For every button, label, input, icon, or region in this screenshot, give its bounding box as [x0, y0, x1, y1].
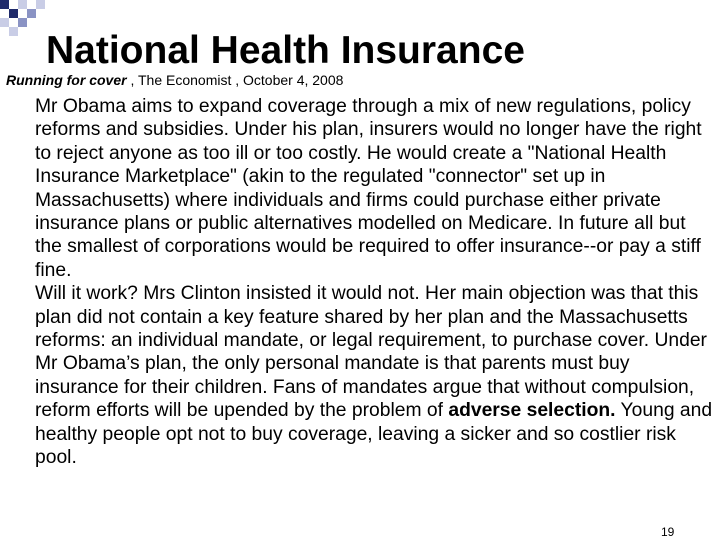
subtitle-article-title: Running for cover — [6, 72, 127, 88]
page-number: 19 — [661, 525, 675, 539]
paragraph-1: Mr Obama aims to expand coverage through a mix of new regulations, policy reforms and subsidies. Under his plan, insurers would no longer have the right to reject anyone as too ill or too costly. He would create a "National Health Insurance Marketplace" (akin to the regulated "connector" set up in Massachusetts) where individuals and firms could purchase either private insurance plans or public alternatives modelled on Medicare. In future all but the smallest of corporations would be required to offer insurance--or pay a stiff fine. — [35, 96, 702, 281]
paragraph-2-bold-term: adverse selection. — [448, 400, 616, 422]
paragraph-2 — [35, 282, 715, 469]
slide-title: National Health Insurance — [46, 29, 525, 72]
paragraph-2-text-after: Young and healthy people opt not to buy coverage, leaving a sicker and so costlier risk pool. — [35, 400, 713, 469]
subtitle-source: , The Economist , October 4, 2008 — [126, 72, 344, 88]
slide-body — [35, 95, 715, 470]
slide-subtitle — [6, 71, 343, 89]
paragraph-2-text-before: Will it work? Mrs Clinton insisted it would not. Her main objection was that this plan did not contain a key feature shared by her plan and the Massachusetts reforms: an individual mandate, or legal requirement, to purchase cover. Under Mr Obama’s plan, the only personal mandate is that parents must buy insurance for their children. Fans of mandates argue that without compulsion, reform efforts will be upended by the problem of — [35, 283, 707, 422]
